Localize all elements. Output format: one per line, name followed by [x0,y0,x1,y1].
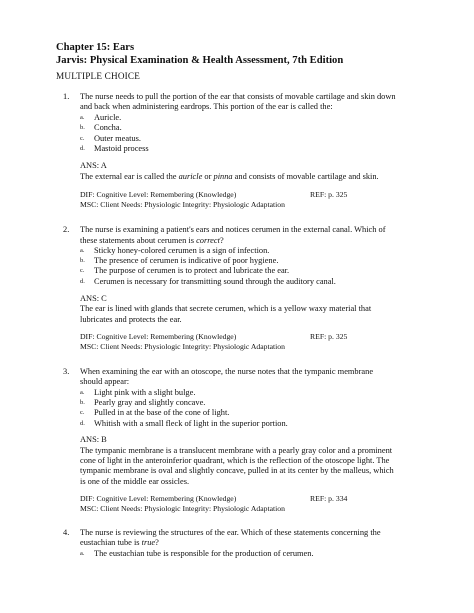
reference: REF: p. 334 [310,494,348,503]
rationale: tympanic membrane is oval and slightly concave, pulled in at its center by the malleus, which [80,466,394,475]
option-text: Light pink with a slight bulge. [94,388,196,397]
question-stem: should appear: [80,377,130,386]
rationale: The ear is lined with glands that secrete cerumen, which is a yellow waxy material that [80,304,372,313]
option-letter: a. [80,550,85,557]
option-letter: b. [80,399,85,406]
reference: REF: p. 325 [310,190,348,199]
difficulty: DIF: Cognitive Level: Remembering (Knowledge) [80,190,237,199]
option-text: Outer meatus. [94,134,141,143]
option-text: The eustachian tube is responsible for the production of cerumen. [94,549,314,558]
option-letter: a. [80,389,85,396]
option-letter: c. [80,409,85,416]
difficulty: DIF: Cognitive Level: Remembering (Knowledge) [80,332,237,341]
question-stem: The nurse is examining a patient's ears and notices cerumen in the external canal. Which of [80,225,386,234]
question-number: 3. [63,367,70,376]
option-text: Mastoid process [94,144,149,153]
section-heading: MULTIPLE CHOICE [56,71,141,81]
question-stem: When examining the ear with an otoscope, the nurse notes that the tympanic membrane [80,367,374,376]
question-stem: The nurse needs to pull the portion of the ear that consists of movable cartilage and skin down [80,92,396,101]
option-letter: a. [80,114,85,121]
option-text: Concha. [94,123,122,132]
client-needs: MSC: Client Needs: Physiologic Integrity: Physiologic Adaptation [80,504,285,513]
option-text: The purpose of cerumen is to protect and lubricate the ear. [94,266,290,275]
rationale: lubricates and protects the ear. [80,315,182,324]
option-text: Sticky honey-colored cerumen is a sign of infection. [94,246,270,255]
client-needs: MSC: Client Needs: Physiologic Integrity: Physiologic Adaptation [80,200,285,209]
question-stem: these statements about cerumen is correct? [80,236,224,245]
answer-key: ANS: C [80,294,107,303]
rationale: The tympanic membrane is a translucent membrane with a pearly gray color and a prominent [80,446,393,455]
option-text: The presence of cerumen is indicative of poor hygiene. [94,256,279,265]
option-text: Auricle. [94,113,122,122]
client-needs: MSC: Client Needs: Physiologic Integrity: Physiologic Adaptation [80,342,285,351]
option-text: Pearly gray and slightly concave. [94,398,206,407]
question-number: 1. [63,92,70,101]
option-letter: d. [80,145,85,152]
answer-key: ANS: B [80,435,107,444]
rationale: The external ear is called the auricle or pinna and consists of movable cartilage and skin. [80,172,379,181]
question-number: 4. [63,528,70,537]
option-letter: a. [80,247,85,254]
chapter-title: Chapter 15: Ears [56,42,135,53]
option-text: Whitish with a small fleck of light in the superior portion. [94,419,288,428]
question-stem: eustachian tube is true? [80,538,159,547]
reference: REF: p. 325 [310,332,348,341]
option-text: Cerumen is necessary for transmitting sound through the auditory canal. [94,277,336,286]
rationale: is one of the middle ear ossicles. [80,477,190,486]
option-letter: b. [80,124,85,131]
answer-key: ANS: A [80,161,107,170]
option-letter: c. [80,267,85,274]
question-stem: The nurse is reviewing the structures of the ear. Which of these statements concerning the [80,528,381,537]
book-title: Jarvis: Physical Examination & Health Assessment, 7th Edition [56,55,344,66]
rationale: cone of light in the anteroinferior quadrant, which is the reflection of the otoscope light. The [80,456,390,465]
option-letter: b. [80,257,85,264]
option-text: Pulled in at the base of the cone of light. [94,408,230,417]
option-letter: d. [80,278,85,285]
difficulty: DIF: Cognitive Level: Remembering (Knowledge) [80,494,237,503]
question-number: 2. [63,225,70,234]
option-letter: c. [80,135,85,142]
question-stem: and back when administering eardrops. This portion of the ear is called the: [80,102,333,111]
option-letter: d. [80,420,85,427]
